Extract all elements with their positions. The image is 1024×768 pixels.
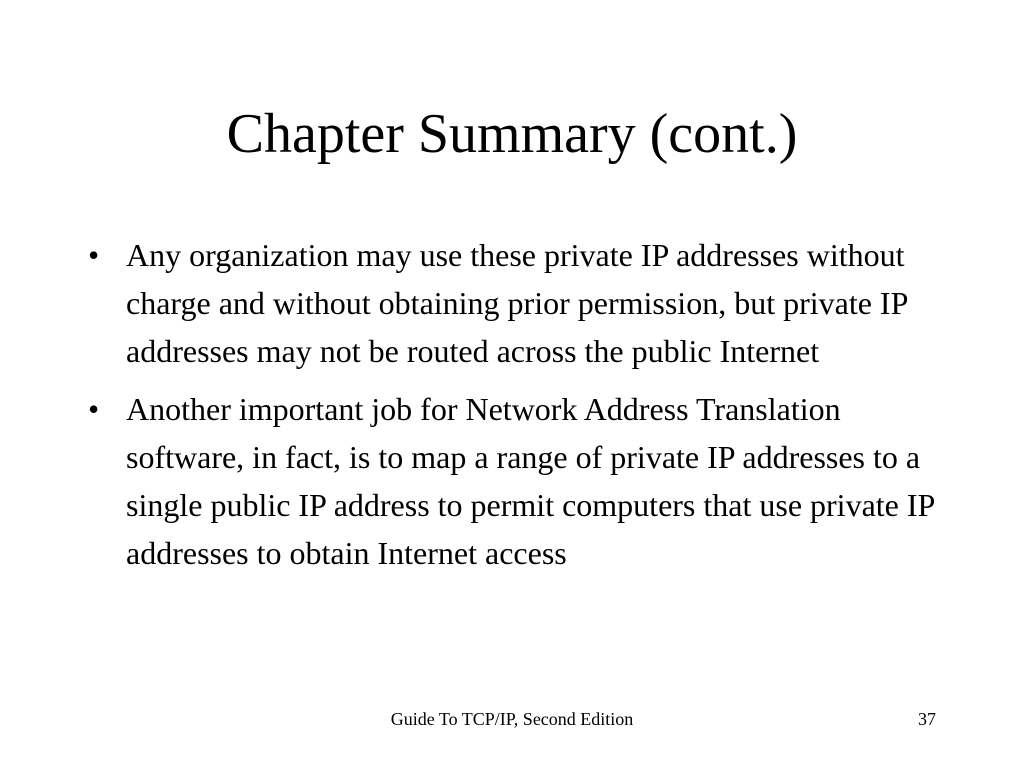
footer-text: Guide To TCP/IP, Second Edition — [390, 709, 634, 729]
slide-footer — [0, 705, 1024, 733]
slide-title: Chapter Summary (cont.) — [226, 103, 798, 165]
bullet-item — [88, 231, 948, 375]
page-number: 37 — [918, 709, 936, 729]
bullet-item — [88, 385, 948, 577]
bullet-text: Another important job for Network Address Translation software, in fact, is to map a range of private IP addresses to a single public IP address to permit computers that use private IP addresses to obtain Internet access — [126, 391, 935, 571]
bullet-marker: • — [88, 237, 100, 273]
bullet-list — [88, 231, 948, 587]
bullet-text: Any organization may use these private IP addresses without charge and without obtaining prior permission, but private IP addresses may not be routed across the public Internet — [126, 237, 908, 369]
bullet-marker: • — [88, 391, 100, 427]
